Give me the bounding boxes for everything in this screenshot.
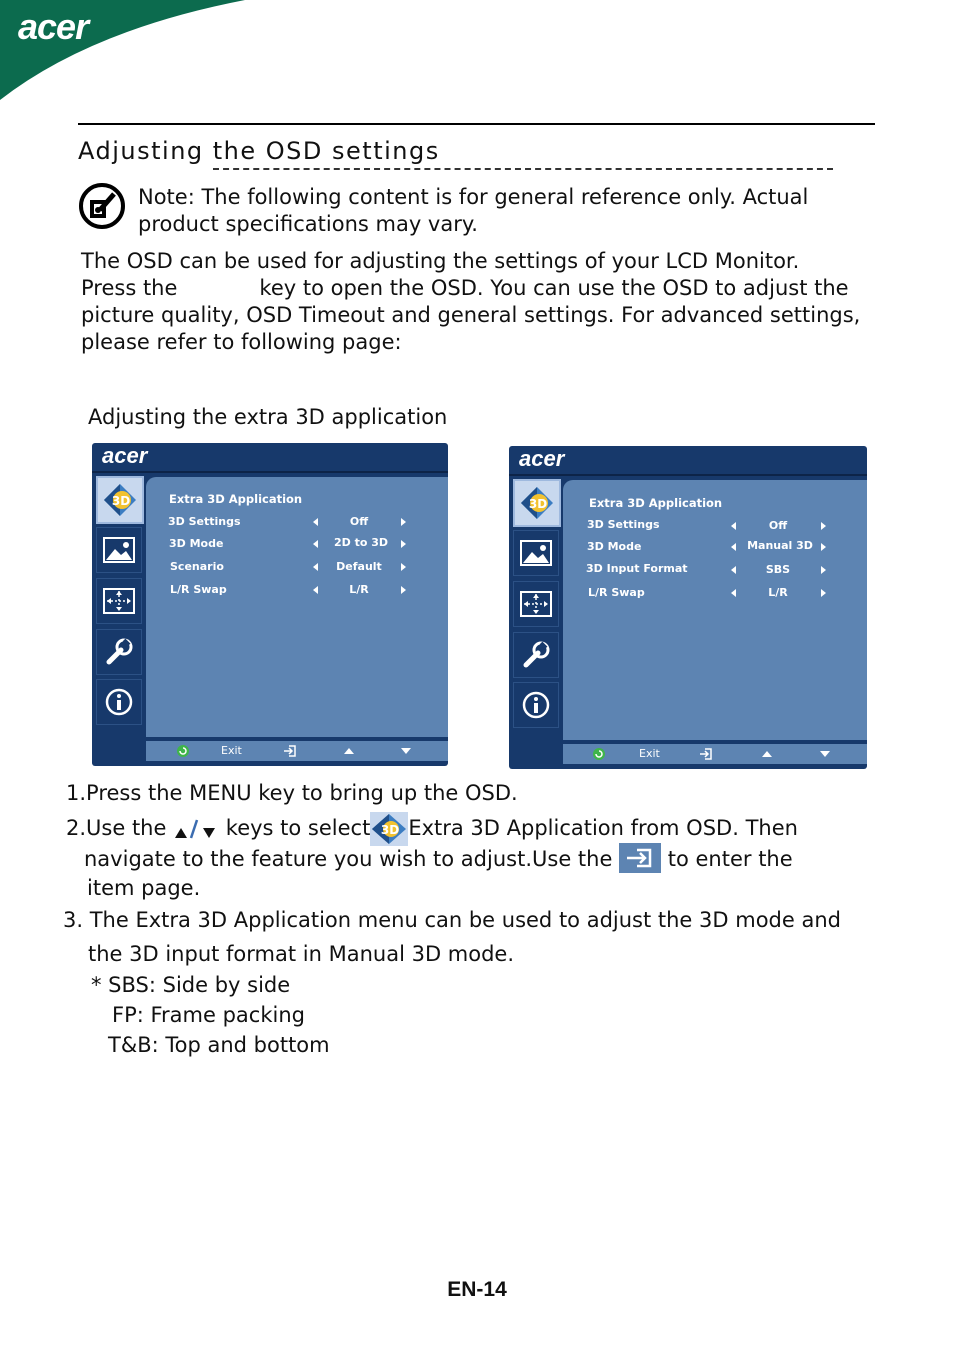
- osd-tab-picture[interactable]: [513, 530, 559, 576]
- osd-row-label: L/R Swap: [170, 583, 227, 596]
- right-arrow-icon[interactable]: [401, 563, 406, 571]
- osd-tab-info[interactable]: [96, 679, 142, 725]
- osd-screenshot-left: [92, 443, 448, 766]
- step-2-text-c: Extra 3D Application from OSD. Then: [408, 816, 798, 840]
- osd-row-value: L/R: [349, 583, 369, 596]
- osd-row-label: 3D Settings: [168, 515, 241, 528]
- right-arrow-icon[interactable]: [821, 522, 826, 530]
- right-arrow-icon[interactable]: [401, 586, 406, 594]
- osd-tab-picture[interactable]: [96, 527, 142, 573]
- osd-row-value: Manual 3D: [747, 539, 813, 552]
- dashed-divider: [213, 168, 833, 170]
- osd-row-value: Off: [768, 519, 788, 532]
- title-rule: [78, 123, 875, 125]
- right-arrow-icon[interactable]: [401, 518, 406, 526]
- left-arrow-icon[interactable]: [731, 522, 736, 530]
- step-2-text-d: navigate to the feature you wish to adjust.Use the: [84, 847, 613, 871]
- definition-tb: T&B: Top and bottom: [108, 1033, 330, 1057]
- note-text: [138, 184, 808, 238]
- left-arrow-icon[interactable]: [313, 540, 318, 548]
- step-2-text-a: 2.Use the: [66, 816, 167, 840]
- osd-tab-position[interactable]: [96, 578, 142, 624]
- 3d-diamond-icon: [100, 480, 140, 520]
- step-3-line-2: the 3D input format in Manual 3D mode.: [88, 942, 515, 966]
- osd-row-label: 3D Mode: [587, 540, 642, 553]
- osd-row-value: Default: [336, 560, 382, 573]
- right-arrow-icon[interactable]: [401, 540, 406, 548]
- svg-text:3D: 3D: [381, 823, 400, 837]
- down-arrow-icon[interactable]: [820, 751, 830, 757]
- up-arrow-icon[interactable]: [344, 748, 354, 754]
- up-arrow-icon[interactable]: [762, 751, 772, 757]
- right-arrow-icon[interactable]: [821, 566, 826, 574]
- left-arrow-icon[interactable]: [731, 543, 736, 551]
- intro-line-1: The OSD can be used for adjusting the settings of your LCD Monitor.: [81, 249, 800, 273]
- step-3-line-1: 3. The Extra 3D Application menu can be used to adjust the 3D mode and: [63, 908, 841, 932]
- step-2-line-3: item page.: [87, 876, 201, 900]
- osd-tab-info[interactable]: [513, 682, 559, 728]
- osd-row-label: L/R Swap: [588, 586, 645, 599]
- osd-row-label: Scenario: [170, 560, 224, 573]
- step-2-text-e: to enter the: [667, 847, 793, 871]
- left-arrow-icon[interactable]: [731, 589, 736, 597]
- intro-line-4: please refer to following page:: [81, 330, 402, 354]
- enter-icon[interactable]: [283, 744, 297, 758]
- acer-logo: acer: [18, 6, 89, 47]
- definition-sbs: * SBS: Side by side: [91, 973, 291, 997]
- down-arrow-icon[interactable]: [401, 748, 411, 754]
- step-1: 1.Press the MENU key to bring up the OSD.: [66, 781, 518, 805]
- intro-line-2: [81, 275, 860, 302]
- left-arrow-icon[interactable]: [731, 566, 736, 574]
- right-arrow-icon[interactable]: [821, 589, 826, 597]
- info-icon: [104, 687, 134, 717]
- up-down-keys-icon: [173, 816, 219, 842]
- wrench-icon: [520, 639, 552, 671]
- section-title: Adjusting the OSD settings: [78, 137, 440, 165]
- position-icon: [519, 590, 553, 618]
- osd-row-label: 3D Input Format: [586, 562, 688, 575]
- 3d-diamond-icon: [517, 483, 557, 523]
- left-arrow-icon[interactable]: [313, 518, 318, 526]
- step-2-line-1: [66, 812, 798, 846]
- osd-footer-bar: [563, 744, 867, 764]
- osd-tab-settings[interactable]: [513, 632, 559, 678]
- osd-menu-title: Extra 3D Application: [589, 496, 723, 510]
- picture-icon: [519, 539, 553, 567]
- osd-exit-label[interactable]: Exit: [221, 744, 242, 757]
- osd-tab-3d[interactable]: [96, 476, 144, 524]
- left-arrow-icon[interactable]: [313, 563, 318, 571]
- osd-tab-settings[interactable]: [96, 629, 142, 675]
- picture-icon: [102, 536, 136, 564]
- step-2-line-2: [84, 846, 793, 873]
- osd-row-value: L/R: [768, 586, 788, 599]
- note-icon: [78, 182, 126, 230]
- svg-text:3D: 3D: [111, 494, 131, 508]
- osd-row-label: 3D Settings: [587, 518, 660, 531]
- osd-exit-label[interactable]: Exit: [639, 747, 660, 760]
- right-arrow-icon[interactable]: [821, 543, 826, 551]
- osd-menu-title: Extra 3D Application: [169, 492, 303, 506]
- wrench-icon: [103, 636, 135, 668]
- 3d-diamond-icon: [370, 812, 408, 846]
- definition-fp: FP: Frame packing: [112, 1003, 305, 1027]
- auto-icon[interactable]: [176, 744, 190, 758]
- page-number: EN-14: [447, 1278, 507, 1301]
- enter-icon: [619, 843, 661, 873]
- position-icon: [102, 587, 136, 615]
- osd-screenshot-right: [509, 446, 867, 769]
- enter-icon[interactable]: [699, 747, 713, 761]
- osd-row-value: 2D to 3D: [333, 536, 389, 549]
- auto-icon[interactable]: [592, 747, 606, 761]
- note-line-1: Note: The following content is for general reference only. Actual: [138, 185, 809, 209]
- step-2-text-b: keys to select: [225, 816, 371, 840]
- osd-brand-logo: acer: [519, 446, 565, 471]
- osd-footer-bar: [146, 741, 448, 761]
- info-icon: [521, 690, 551, 720]
- osd-row-value: Off: [349, 515, 369, 528]
- intro-paragraph: [81, 248, 860, 356]
- intro-line-2b: key to open the OSD. You can use the OSD to adjust the: [259, 276, 849, 300]
- osd-brand-logo: acer: [102, 443, 148, 468]
- svg-text:3D: 3D: [528, 497, 548, 511]
- left-arrow-icon[interactable]: [313, 586, 318, 594]
- osd-row-value: SBS: [765, 563, 791, 576]
- intro-line-3: picture quality, OSD Timeout and general settings. For advanced settings,: [81, 303, 861, 327]
- osd-row-label: 3D Mode: [169, 537, 224, 550]
- intro-line-2a: Press the: [81, 276, 178, 300]
- subheading: Adjusting the extra 3D application: [88, 405, 448, 429]
- osd-tab-3d[interactable]: [513, 479, 561, 527]
- note-line-2: product specifications may vary.: [138, 212, 478, 236]
- osd-tab-position[interactable]: [513, 581, 559, 627]
